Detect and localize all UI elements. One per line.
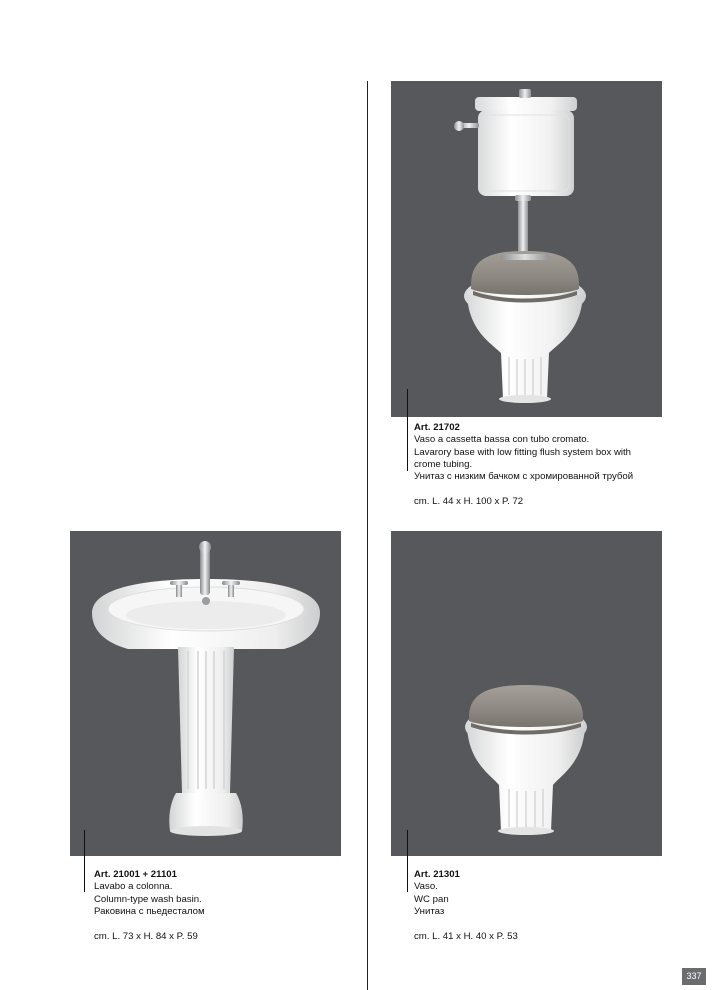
dimensions: cm. L. 73 x H. 84 x P. 59	[94, 931, 198, 943]
article-number: Art. 21702	[414, 422, 460, 433]
product-image-pedestal-basin	[70, 531, 341, 856]
description-ru: Унитаз	[414, 905, 445, 917]
article-number: Art. 21001 + 21101	[94, 869, 177, 880]
description-en: Column-type wash basin.	[94, 893, 202, 905]
description-it: Vaso a cassetta bassa con tubo cromato.	[414, 434, 590, 446]
article-number: Art. 21301	[414, 869, 460, 880]
product-image-wc-pan	[391, 531, 662, 856]
caption-marker	[407, 830, 408, 892]
center-divider	[367, 81, 368, 990]
description-en-cont: crome tubing.	[414, 458, 473, 470]
product-caption	[414, 869, 674, 943]
caption-marker	[407, 389, 408, 471]
product-caption	[414, 422, 674, 509]
description-ru: Унитаз с низким бачком с хромированной трубой	[414, 471, 634, 483]
description-it: Vaso.	[414, 881, 438, 893]
description-en: WC pan	[414, 893, 449, 905]
caption-marker	[84, 830, 85, 892]
page-number: 337	[682, 968, 706, 985]
pedestal-basin-illustration	[70, 531, 341, 856]
dimensions: cm. L. 44 x H. 100 x P. 72	[414, 496, 524, 508]
product-caption	[94, 869, 354, 943]
product-image-toilet-low-cistern	[391, 81, 662, 417]
description-ru: Раковина с пьедесталом	[94, 905, 205, 917]
toilet-low-cistern-illustration	[391, 81, 662, 417]
description-en: Lavarory base with low fitting flush system box with	[414, 446, 632, 458]
dimensions: cm. L. 41 x H. 40 x P. 53	[414, 931, 518, 943]
wc-pan-illustration	[391, 531, 662, 856]
description-it: Lavabo a colonna.	[94, 881, 173, 893]
